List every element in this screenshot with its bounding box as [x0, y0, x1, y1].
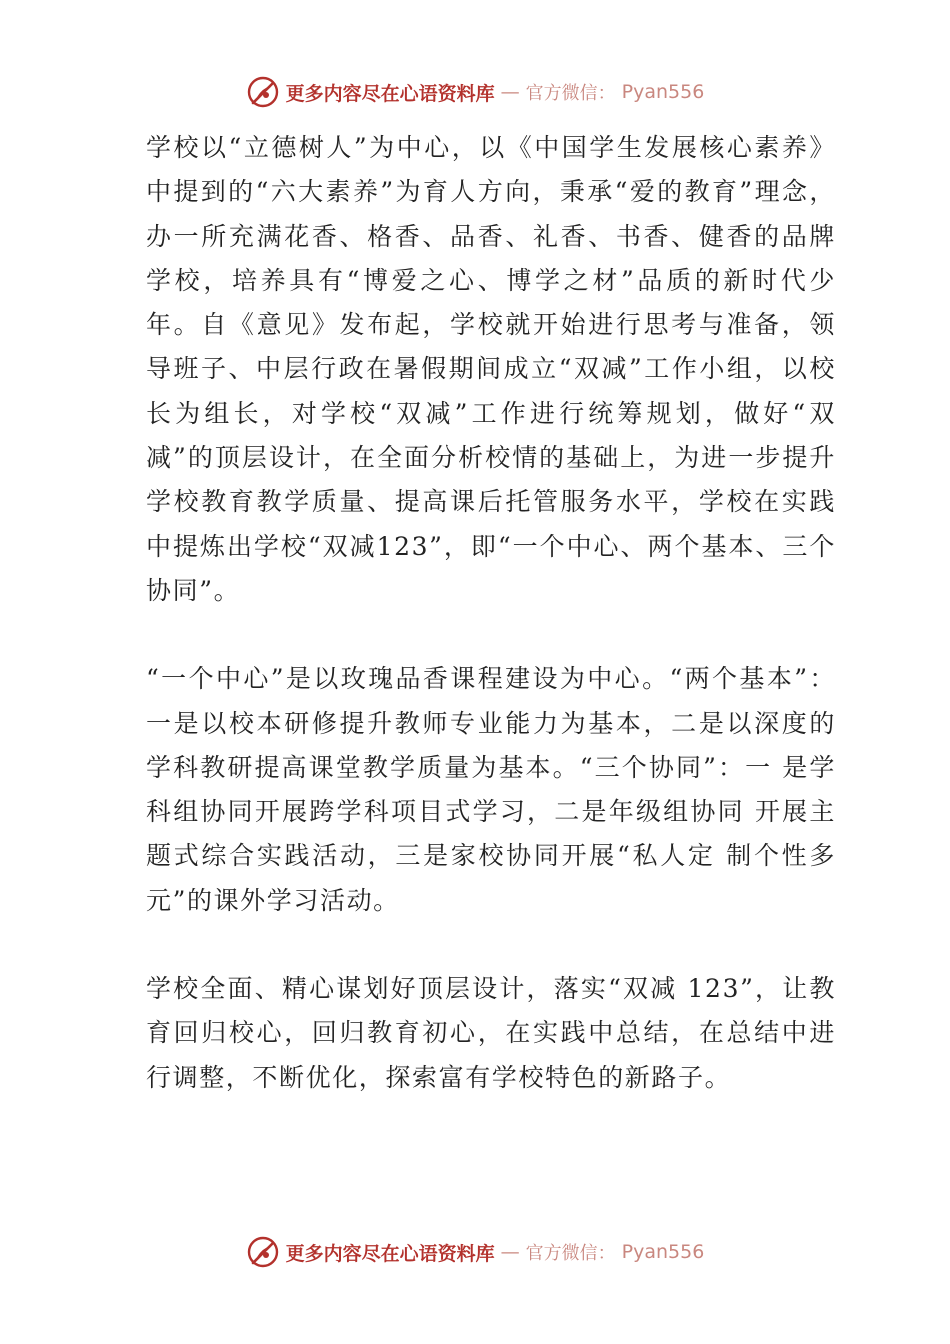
body-paragraph-1: 学校以“立德树人”为中心，以《中国学生发展核心素养》中提到的“六大素养”为育人方向，秉承“爱的教育”理念，办一所充满花香、格香、品香、礼香、书香、健香的品牌学校，培养具有“博爱之心、博学之材”品质的新时代少年。自《意见》发布起，学校就开始进行思考与准备，领导班子、中层行政在暑假期间成立“双减”工作小组，以校长为组长，对学校“双减”工作进行统筹规划，做好“双减”的顶层设计，在全面分析校情的基础上，为进一步提升学校教育教学质量、提高课后托管服务水平，学校在实践中提炼出学校“双减123”，即“一个中心、两个基本、三个协同”。 — [146, 133, 836, 605]
banner-separator: — — [500, 1241, 520, 1263]
footer-banner — [0, 1232, 950, 1272]
banner-separator: — — [500, 81, 520, 103]
header-banner — [0, 72, 950, 112]
banner-main-text: 更多内容尽在心语资料库 — [285, 82, 495, 105]
document-body — [146, 126, 836, 1100]
banner-wechat-id: Pyan556 — [621, 81, 705, 103]
banner-wechat-id: Pyan556 — [621, 1241, 705, 1263]
banner-wechat-label: 官方微信： — [525, 83, 616, 104]
body-paragraph-3: 学校全面、精心谋划好顶层设计，落实“双减 123”，让教育回归校心，回归教育初心，在实践中总结，在总结中进行调整，不断优化，探索富有学校特色的新路子。 — [146, 974, 836, 1092]
pen-circle-logo-icon — [246, 1235, 280, 1269]
banner-main-text: 更多内容尽在心语资料库 — [285, 1242, 495, 1265]
banner-wechat-label: 官方微信： — [525, 1243, 616, 1264]
pen-circle-logo-icon — [246, 75, 280, 109]
body-paragraph-2: “一个中心”是以玫瑰品香课程建设为中心。“两个基本”：一是以校本研修提升教师专业能力为基本，二是以深度的学科教研提高课堂教学质量为基本。“三个协同”：一 是学科组协同开展跨学科项目式学习，二是年级组协同 开展主题式综合实践活动，三是家校协同开展“私人定 制个性多元”的课外学习活动。 — [146, 664, 836, 915]
